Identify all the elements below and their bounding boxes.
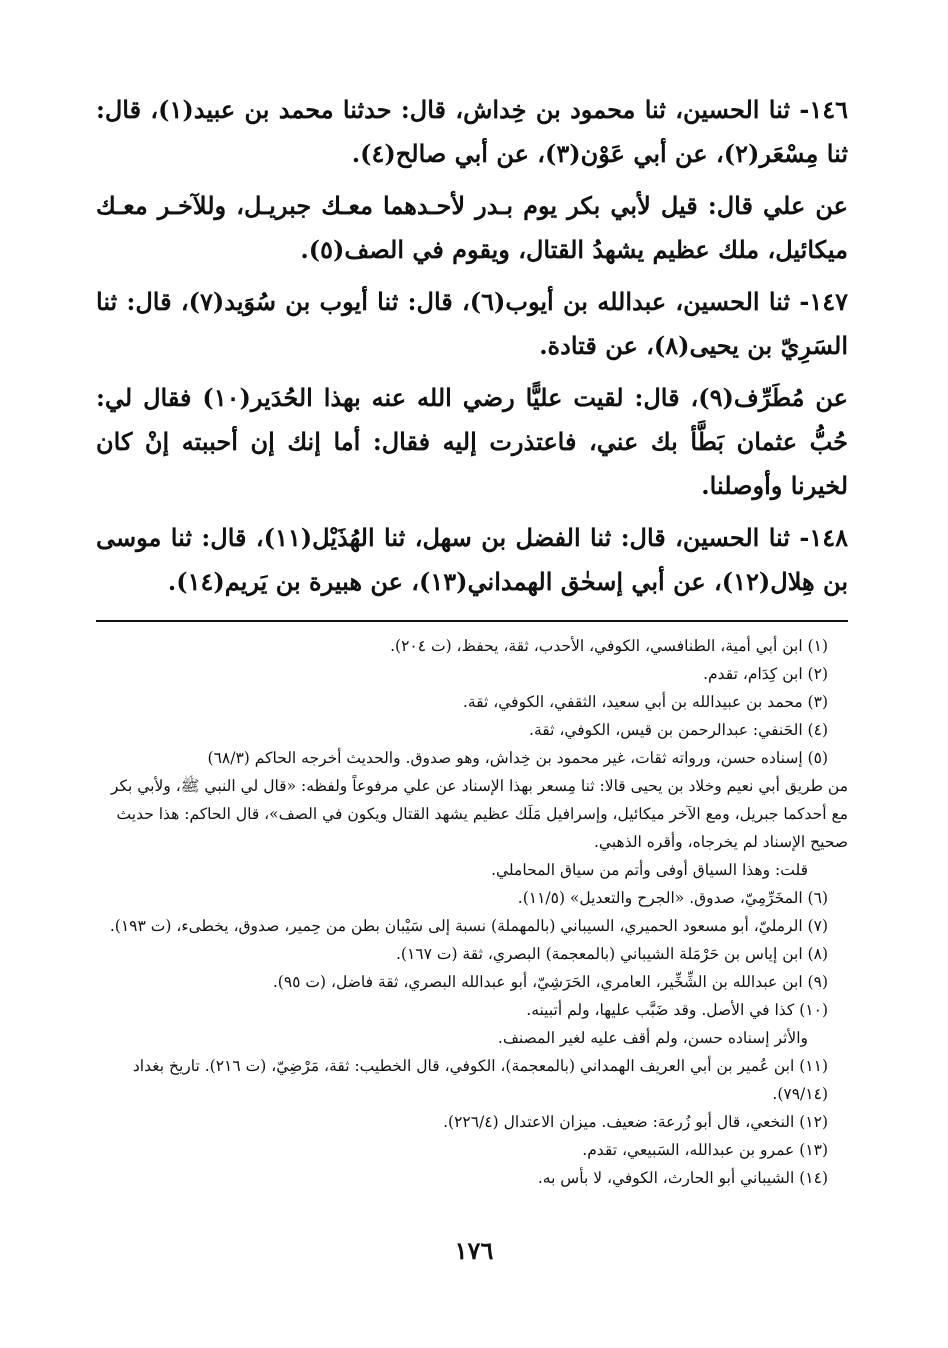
paragraph-146: ١٤٦- ثنا الحسين، ثنا محمود بن خِداش، قال: حدثنا محمد بن عبيد(١)، قال: ثنا مِسْعَر(٢)، عن أبي عَوْن(٣)، عن أبي صالح(٤). [96, 95, 848, 168]
footnote-9: (٩) ابن عبدالله بن الشِّخِّير، العامري، الحَرَشِيّ، أبو عبدالله البصري، ثقة فاضل، (ت ٩٥). [272, 973, 828, 991]
page-body [96, 88, 848, 1192]
footnote-1: (١) ابن أبي أمية، الطنافسي، الكوفي، الأحدب، ثقة، يحفظ، (ت ٢٠٤). [390, 637, 828, 655]
footnote-10-remark: والأثر إسناده حسن، ولم أقف عليه لغير المصنف. [497, 1029, 808, 1047]
footnote-3: (٣) محمد بن عبيدالله بن أبي سعيد، الثقفي، الكوفي، ثقة. [462, 693, 828, 711]
footnote-separator [96, 620, 848, 622]
paragraph-146-text: عن علي قال: قيل لأبي بكر يوم بـدر لأحـدهما معـك جبريـل، وللآخـر معـك ميكائيل، ملك عظيم يشهدُ القتال، ويقوم في الصف(٥). [96, 191, 848, 264]
footnote-5-continuation: من طريق أبي نعيم وخلاد بن يحيى قالا: ثنا مِسعر بهذا الإسناد عن علي مرفوعاً ولفظه: «قال لي النبي ﷺ، ولأبي بكر مع أحدكما جبريل، ومع الآخر ميكائيل، وإسرافيل مَلَك عظيم يشهد القتال ويكون في الصف»، قال الحاكم: هذا حديث صحيح الإسناد لم يخرجاه، وأقره الذهبي. [110, 777, 848, 851]
footnote-12: (١٢) النخعي، قال أبو زُرعة: ضعيف. ميزان الاعتدال (٢٢٦/٤). [443, 1113, 828, 1131]
page-number: ١٧٦ [454, 1236, 494, 1265]
footnote-13: (١٣) عمرو بن عبدالله، السَبيعي، تقدم. [582, 1141, 828, 1159]
paragraph-148: ١٤٨- ثنا الحسين، قال: ثنا الفضل بن سهل، ثنا الهُذَيْل(١١)، قال: ثنا موسى بن هِلال(١٢)، عن أبي إسحٰق الهمداني(١٣)، عن هبيرة بن يَريم(١٤). [96, 523, 849, 596]
footnote-11: (١١) ابن عُمير بن أبي العريف الهمداني (بالمعجمة)، الكوفي، قال الخطيب: ثقة، مَرْضِيّ، (ت ٢١٦). تاريخ بغداد (٧٩/١٤). [132, 1057, 828, 1103]
paragraph-147: ١٤٧- ثنا الحسين، عبدالله بن أيوب(٦)، قال: ثنا أيوب بن سُوَيد(٧)، قال: ثنا السَرِيّ بن يحيى(٨)، عن قتادة. [96, 287, 848, 360]
main-text [96, 88, 848, 604]
footnote-8: (٨) ابن إياس بن حَرْمَلة الشيباني (بالمعجمة) البصري، ثقة (ت ١٦٧). [395, 945, 828, 963]
footnote-5-remark: قلت: وهذا السياق أوفى وأتم من سياق المحاملي. [491, 861, 808, 879]
footnote-10: (١٠) كذا في الأصل. وقد ضَبَّب عليها، ولم أتبينه. [526, 1001, 828, 1019]
footnote-14: (١٤) الشيباني أبو الحارث، الكوفي، لا بأس به. [537, 1169, 828, 1187]
footnote-7: (٧) الرمليّ، أبو مسعود الحميري، السيباني (بالمهملة) نسبة إلى سَيْبان بطن من حِمير، صدوق، يخطىء، (ت ١٩٣). [109, 917, 828, 935]
footnote-5: (٥) إسناده حسن، ورواته ثقات، غير محمود بن خِداش، وهو صدوق. والحديث أخرجه الحاكم (٦٨/٣) [207, 749, 828, 767]
footnotes [96, 632, 848, 1192]
paragraph-147-text: عن مُطَرِّف(٩)، قال: لقيت عليًّا رضي الله عنه بهذا الحُدَير(١٠) فقال لي: حُبُّ عثمان بَطَّأ بك عني، فاعتذرت إليه فقال: أما إنك إن أحببته إنْ كان لخيرنا وأوصلنا. [96, 383, 849, 500]
footnote-4: (٤) الحَنفي: عبدالرحمن بن قيس، الكوفي، ثقة. [529, 721, 828, 739]
footnote-2: (٢) ابن كِدَام، تقدم. [703, 665, 828, 683]
footnote-6: (٦) المخَرِّمِيّ، صدوق. «الجرح والتعديل» (١١/٥). [517, 889, 828, 907]
